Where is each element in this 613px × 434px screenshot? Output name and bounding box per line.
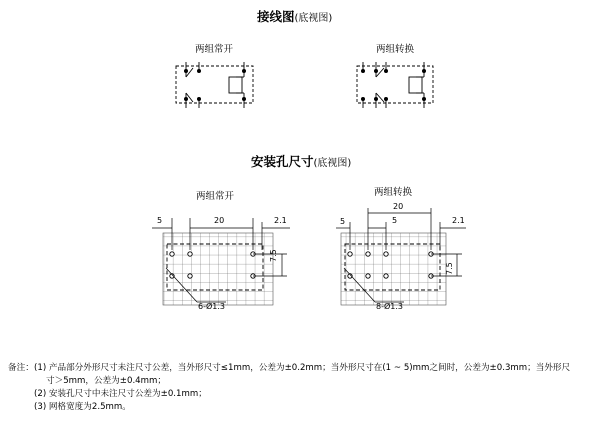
note-line-1-continued: 寸＞5mm，公差为±0.4mm； <box>46 376 166 386</box>
dim-mid: 5 <box>392 216 398 225</box>
holes-caption-normally-open: 两组常开 <box>196 191 235 202</box>
notes-label: 备注： <box>8 363 34 373</box>
dim-vertical: 7.5 <box>269 249 278 262</box>
dim-right-offset: 2.1 <box>452 216 465 225</box>
note-line-1: (1) 产品部分外形尺寸未注尺寸公差，当外形尺寸≤1mm，公差为±0.2mm；当外形尺寸在(1 ~ 5)mm之间时，公差为±0.3mm；当外形尺 <box>34 363 571 373</box>
hole-count-label: 8-Ø1.3 <box>376 302 403 311</box>
dim-vertical: 7.5 <box>445 262 454 275</box>
hole-count-label: 6-Ø1.3 <box>198 302 225 311</box>
holes-subtitle: (底视图) <box>313 158 352 169</box>
wiring-caption-changeover: 两组转换 <box>376 44 415 55</box>
wiring-title: 接线图(底视图) <box>257 9 333 24</box>
note-line-2: (2) 安装孔尺寸中未注尺寸公差为±0.1mm； <box>34 389 207 399</box>
dim-total: 20 <box>393 202 404 211</box>
dim-left-offset: 5 <box>157 216 163 225</box>
holes-title: 安装孔尺寸(底视图) <box>251 154 352 169</box>
wiring-subtitle: (底视图) <box>294 13 333 24</box>
dim-right-offset: 2.1 <box>274 216 287 225</box>
note-line-3: (3) 网格宽度为2.5mm。 <box>34 402 131 412</box>
dim-left-offset: 5 <box>340 217 346 226</box>
wiring-caption-normally-open: 两组常开 <box>195 44 234 55</box>
dim-span: 20 <box>214 216 225 225</box>
holes-caption-changeover: 两组转换 <box>374 187 413 198</box>
hole-layout-changeover <box>336 208 466 305</box>
